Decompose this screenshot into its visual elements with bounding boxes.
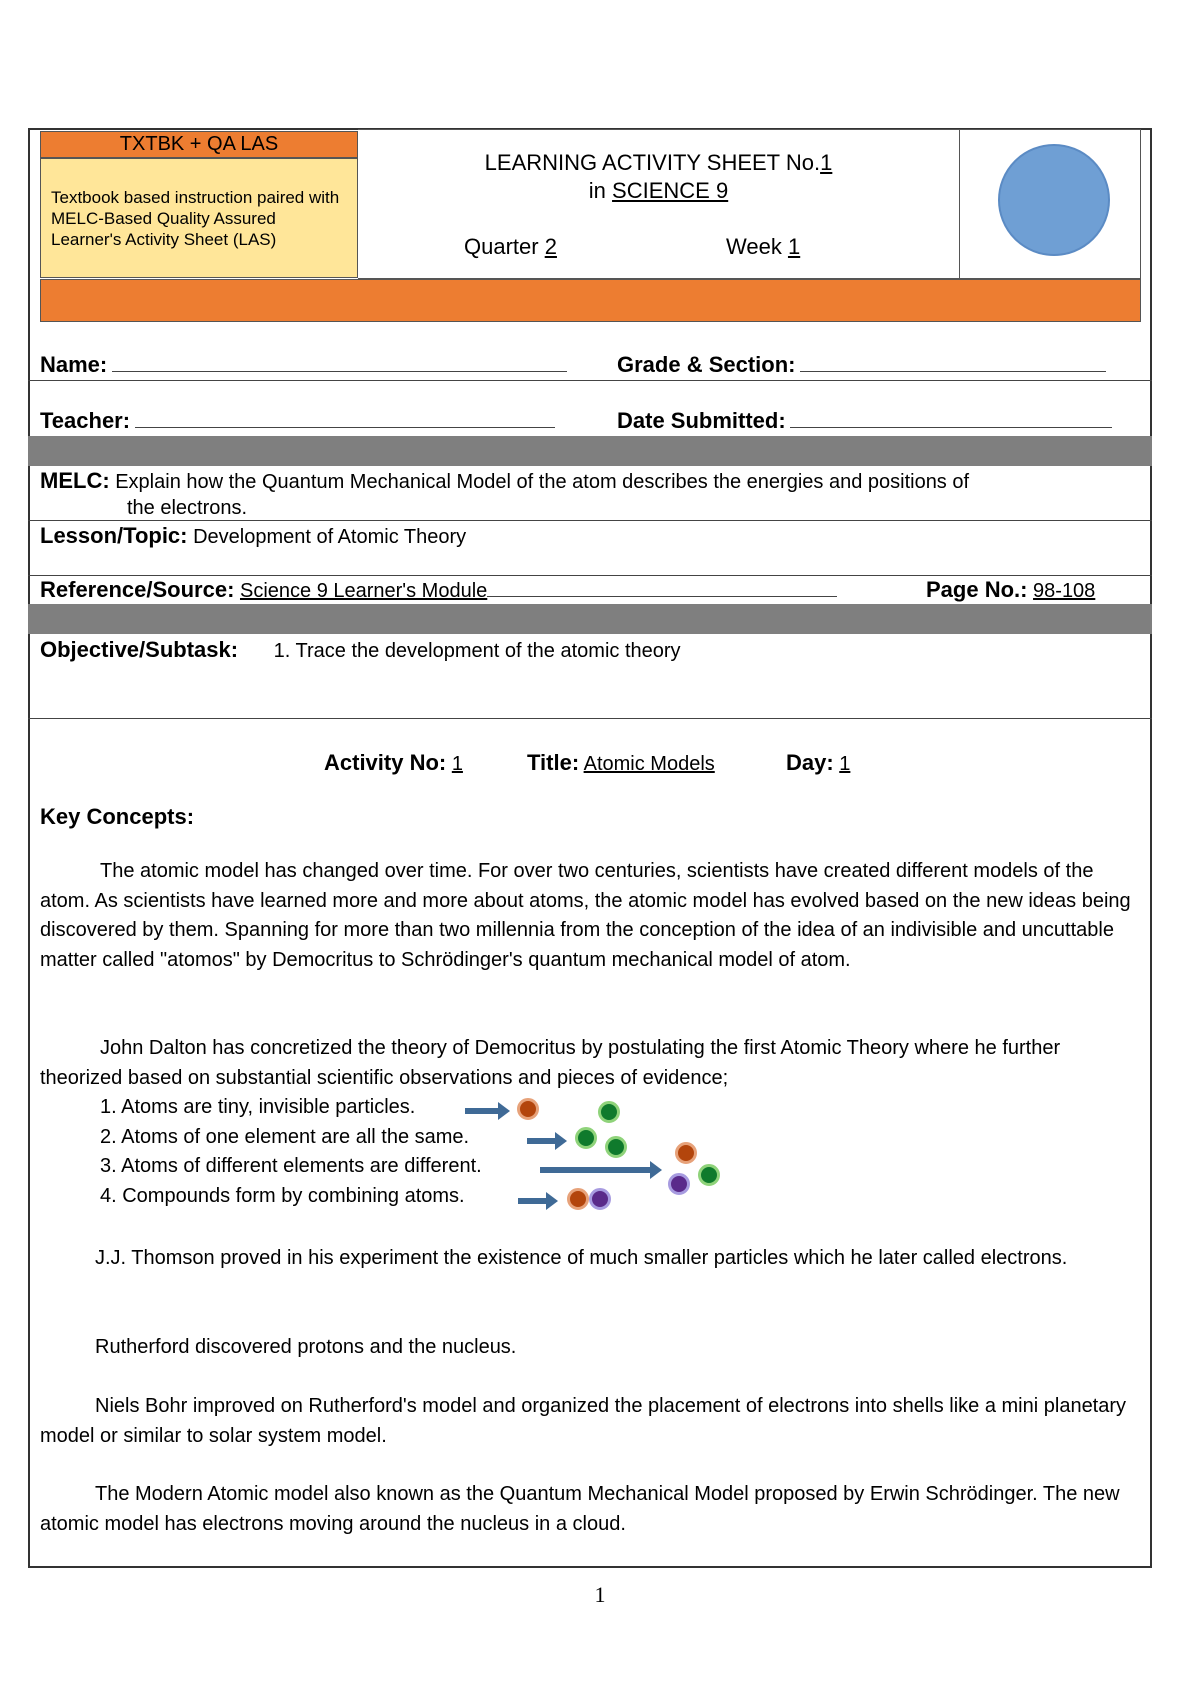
atom-purple-icon (589, 1188, 611, 1210)
arrow-icon (527, 1138, 557, 1144)
objective-label: Objective/Subtask: (40, 637, 239, 662)
header-orange-bar (40, 279, 1141, 322)
date-submitted-field (617, 408, 1112, 434)
divider (28, 520, 1152, 521)
objective-value: 1. Trace the development of the atomic theory (273, 640, 681, 662)
activity-title-label: Title: (527, 750, 580, 775)
sheet-title-prefix: LEARNING ACTIVITY SHEET No. (484, 150, 821, 175)
teacher-label: Teacher: (40, 408, 131, 433)
teacher-blank[interactable] (135, 409, 555, 428)
atom-green-icon (698, 1164, 720, 1186)
week-label: Week (726, 234, 788, 259)
reference-value: Science 9 Learner's Module (239, 580, 488, 602)
logo-circle-icon (998, 144, 1110, 256)
quarter-value: 2 (544, 234, 557, 259)
sheet-title (358, 150, 959, 176)
list-item: 3. Atoms of different elements are different. (100, 1155, 482, 1177)
name-blank[interactable] (112, 353, 567, 372)
reference-label: Reference/Source: (40, 577, 235, 602)
badge-description: Textbook based instruction paired with MELC-Based Quality Assured Learner's Activity Sheet (LAS) (40, 158, 358, 278)
objective (40, 636, 681, 665)
melc-line1 (40, 467, 969, 496)
paragraph-3: J.J. Thomson proved in his experiment the existence of much smaller particles which he later called electrons. (95, 1247, 1068, 1269)
paragraph-3a (40, 1244, 1140, 1274)
reference-blank (487, 578, 837, 597)
page-number: 1 (594, 1582, 606, 1607)
atom-brown-icon (517, 1098, 539, 1120)
quarter-label: Quarter (464, 234, 545, 259)
divider (28, 718, 1152, 719)
week-value: 1 (787, 234, 801, 259)
grade-section-blank[interactable] (800, 353, 1106, 372)
atom-green-icon (605, 1136, 627, 1158)
grade-section-label: Grade & Section: (617, 352, 796, 377)
grey-separator (28, 604, 1152, 634)
page-no-value: 98-108 (1033, 580, 1096, 602)
divider (28, 380, 1152, 381)
date-submitted-blank[interactable] (790, 409, 1112, 428)
reference-source (40, 576, 837, 605)
paragraph-6: The Modern Atomic model also known as the Quantum Mechanical Model proposed by Erwin Schrödinger. The new atomic model has electrons moving around the nucleus in a cloud. (40, 1483, 1120, 1535)
sheet-number: 1 (820, 150, 833, 175)
list-item: 1. Atoms are tiny, invisible particles. (100, 1096, 416, 1118)
activity-day-label: Day: (786, 750, 834, 775)
atom-brown-icon (675, 1142, 697, 1164)
melc-text-2: the electrons. (127, 497, 248, 519)
atom-green-icon (598, 1101, 620, 1123)
page-number-ref (926, 576, 1095, 605)
quarter-line (464, 234, 557, 260)
arrow-icon (518, 1198, 548, 1204)
paragraph-4: Rutherford discovered protons and the nucleus. (95, 1336, 517, 1358)
list-item: 2. Atoms of one element are all the same. (100, 1126, 470, 1148)
arrow-icon (540, 1167, 652, 1173)
lesson-topic (40, 522, 466, 551)
subject-line (358, 178, 959, 204)
date-submitted-label: Date Submitted: (617, 408, 786, 433)
name-field (40, 352, 567, 378)
subject-value: SCIENCE 9 (612, 178, 729, 203)
grade-section-field (617, 352, 1106, 378)
atom-brown-icon (567, 1188, 589, 1210)
activity-title (527, 749, 715, 778)
atom-purple-icon (668, 1173, 690, 1195)
paragraph-5: Niels Bohr improved on Rutherford's model and organized the placement of electrons into shells like a mini planetary model or similar to solar system model. (40, 1395, 1127, 1447)
name-label: Name: (40, 352, 108, 377)
lesson-value: Development of Atomic Theory (193, 526, 467, 548)
subject-prefix: in (588, 178, 613, 203)
activity-day-value: 1 (839, 753, 851, 775)
badge-title: TXTBK + QA LAS (40, 131, 358, 158)
activity-no-label: Activity No: (324, 750, 447, 775)
melc-label: MELC: (40, 468, 110, 493)
teacher-field (40, 408, 555, 434)
activity-day (786, 749, 850, 778)
activity-no-value: 1 (451, 753, 463, 775)
grey-separator (28, 436, 1152, 466)
page-no-label: Page No.: (926, 577, 1028, 602)
arrow-icon (465, 1108, 500, 1114)
activity-title-value: Atomic Models (583, 753, 715, 775)
activity-no (324, 749, 463, 778)
lesson-label: Lesson/Topic: (40, 523, 188, 548)
week-line (726, 234, 800, 260)
key-concepts-heading: Key Concepts: (40, 804, 195, 829)
paragraph-2: John Dalton has concretized the theory of Democritus by postulating the first Atomic Theory where he further theorized based on substantial scientific observations and pieces of evidence; (40, 1037, 1061, 1089)
paragraph-1: The atomic model has changed over time. For over two centuries, scientists have created different models of the atom. As scientists have learned more and more about atoms, the atomic model has evolved based on the new ideas being discovered by them. Spanning for more than two millennia from the conception of the idea of an indivisible and uncuttable matter called "atomos" by Democritus to Schrödinger's quantum mechanical model of atom. (40, 860, 1131, 971)
atom-green-icon (575, 1127, 597, 1149)
melc-text-1: Explain how the Quantum Mechanical Model of the atom describes the energies and positions of (115, 471, 970, 493)
list-item: 4. Compounds form by combining atoms. (100, 1185, 465, 1207)
